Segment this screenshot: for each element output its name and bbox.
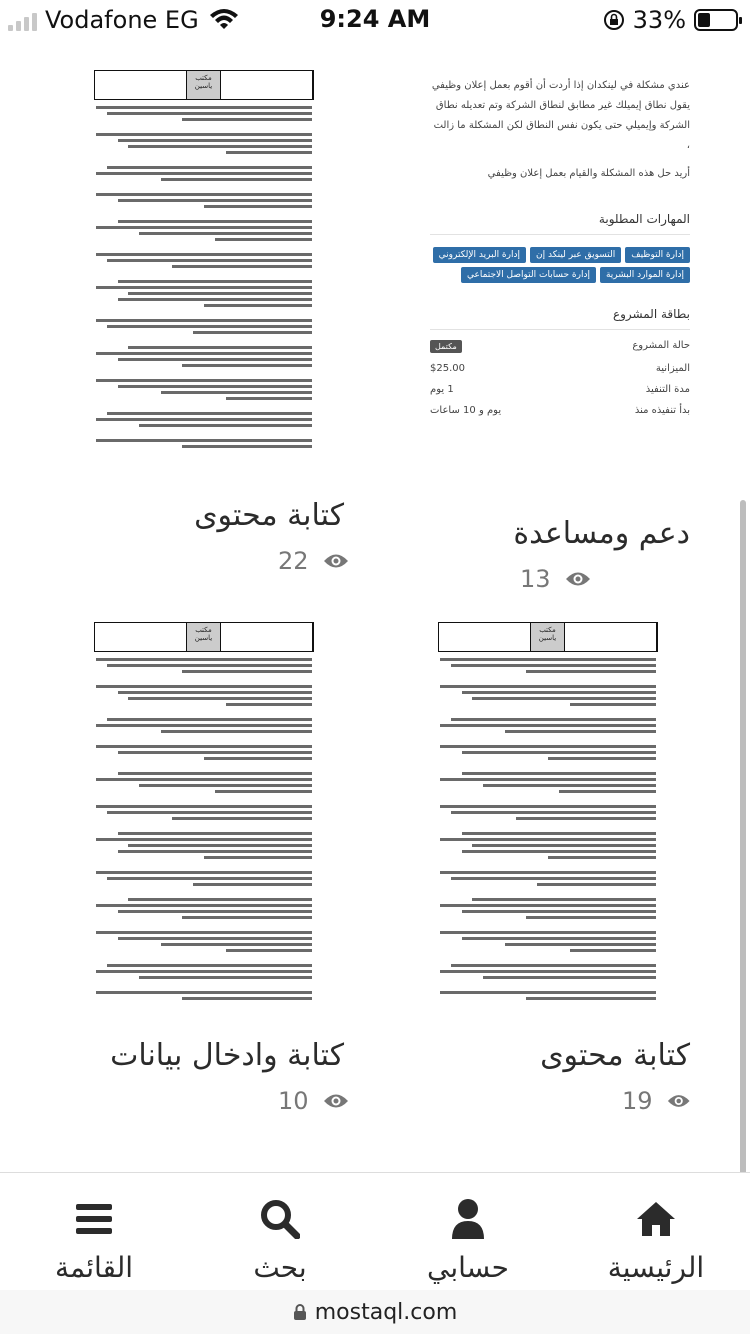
doc-text-line (462, 850, 656, 853)
doc-spacer (96, 184, 312, 190)
service-card[interactable] (390, 622, 690, 1115)
doc-text-line (118, 139, 312, 142)
menu-icon (14, 1197, 174, 1241)
eye-icon (323, 1092, 349, 1110)
doc-text-line (440, 778, 656, 781)
doc-text-line (505, 943, 656, 946)
doc-text (94, 658, 314, 1000)
doc-text-line (193, 331, 312, 334)
doc-spacer (96, 337, 312, 343)
doc-text-line (128, 145, 312, 148)
doc-text-line (462, 832, 656, 835)
doc-text-line (182, 997, 312, 1000)
doc-text-line (107, 259, 312, 262)
doc-spacer (96, 403, 312, 409)
service-card[interactable] (50, 70, 350, 575)
battery-info (603, 6, 738, 34)
doc-text-line (96, 658, 312, 661)
doc-text-line (462, 691, 656, 694)
doc-spacer (96, 955, 312, 961)
nav-account[interactable] (388, 1197, 548, 1284)
views-count: 22 (278, 547, 309, 575)
doc-text-line (462, 937, 656, 940)
doc-spacer (440, 922, 656, 928)
service-thumbnail[interactable] (430, 76, 690, 496)
carrier-name: Vodafone EG (45, 6, 199, 34)
doc-spacer (96, 271, 312, 277)
doc-text-line (118, 751, 312, 754)
doc-text-line (118, 358, 312, 361)
doc-text-line (526, 670, 656, 673)
doc-spacer (96, 124, 312, 130)
doc-text-line (204, 205, 312, 208)
doc-table (438, 622, 658, 652)
doc-spacer (440, 862, 656, 868)
doc-header: مكتب ياسين (187, 71, 221, 99)
service-title[interactable]: كتابة محتوى (194, 498, 344, 533)
doc-text-line (440, 745, 656, 748)
battery-icon (694, 9, 738, 31)
row-value: 1 يوم (430, 384, 454, 395)
doc-text-line (483, 976, 656, 979)
doc-text-line (451, 664, 656, 667)
service-thumbnail[interactable] (94, 70, 314, 470)
doc-text-line (96, 352, 312, 355)
doc-text-line (107, 412, 312, 415)
doc-text-line (462, 751, 656, 754)
row-label: حالة المشروع (632, 340, 690, 351)
nav-home-label: الرئيسية (607, 1251, 705, 1284)
skill-tag: إدارة التوظيف (625, 247, 690, 263)
project-row (430, 384, 690, 395)
doc-text-line (161, 391, 312, 394)
service-card[interactable] (400, 50, 700, 593)
doc-text-line (440, 805, 656, 808)
doc-text-line (107, 112, 312, 115)
doc-text-line (516, 817, 656, 820)
doc-text-line (537, 883, 656, 886)
doc-text-line (107, 964, 312, 967)
row-value: $25.00 (430, 363, 465, 374)
row-value: يوم و 10 ساعات (430, 405, 502, 416)
doc-spacer (96, 736, 312, 742)
doc-text-line (182, 445, 312, 448)
views-count: 13 (520, 565, 551, 593)
doc-spacer (96, 922, 312, 928)
doc-text-line (440, 685, 656, 688)
doc-text-line (96, 970, 312, 973)
project-card-heading: بطاقة المشروع (430, 307, 690, 330)
doc-spacer (96, 862, 312, 868)
doc-text-line (440, 871, 656, 874)
doc-text-line (226, 151, 312, 154)
doc-text-line (139, 976, 312, 979)
service-card[interactable] (50, 622, 350, 1115)
doc-text-line (96, 838, 312, 841)
home-icon (576, 1197, 736, 1241)
doc-text-line (161, 943, 312, 946)
views-counter (622, 1087, 690, 1115)
doc-spacer (96, 157, 312, 163)
service-title[interactable]: كتابة وادخال بيانات (110, 1038, 344, 1073)
doc-text-line (559, 790, 656, 793)
doc-text-line (96, 286, 312, 289)
thumb-paragraph: أريد حل هذه المشكلة والقيام بعمل إعلان وظيفي (487, 168, 690, 179)
doc-text-line (204, 304, 312, 307)
doc-spacer (96, 676, 312, 682)
doc-text-line (107, 325, 312, 328)
doc-text-line (128, 697, 312, 700)
doc-text-line (96, 685, 312, 688)
views-counter (278, 1087, 350, 1115)
doc-text-line (182, 916, 312, 919)
eye-icon (667, 1092, 690, 1110)
doc-text-line (204, 856, 312, 859)
doc-text-line (226, 949, 312, 952)
row-label: الميزانية (655, 363, 690, 374)
status-badge: مكتمل (430, 340, 462, 353)
doc-text-line (96, 931, 312, 934)
skill-tag: إدارة البريد الإلكتروني (433, 247, 526, 263)
user-icon (388, 1197, 548, 1241)
skills-heading: المهارات المطلوبة (430, 212, 690, 235)
project-row (430, 363, 690, 374)
doc-text-line (193, 883, 312, 886)
doc-text-line (548, 856, 656, 859)
doc-text-line (118, 832, 312, 835)
doc-text-line (96, 871, 312, 874)
doc-text-line (128, 346, 312, 349)
doc-spacer (96, 796, 312, 802)
doc-text-line (451, 877, 656, 880)
thumb-paragraph: عندي مشكلة في لينكدان إذا أردت أن أقوم بعمل إعلان وظيفي يقول نطاق إيميلك غير مطابق لنطاق الشركة وتم تعديله نطاق الشركة وإيميلي حتى يكون نفس النطاق لكن المشكلة ما زالت ، (431, 80, 690, 151)
doc-text-line (139, 784, 312, 787)
nav-home[interactable] (576, 1197, 736, 1284)
doc-text-line (107, 877, 312, 880)
doc-text-line (440, 838, 656, 841)
doc-text-line (570, 949, 656, 952)
eye-icon (565, 570, 591, 588)
doc-spacer (96, 709, 312, 715)
doc-text-line (526, 916, 656, 919)
search-icon (200, 1197, 360, 1241)
doc-text-line (96, 379, 312, 382)
doc-text-line (451, 811, 656, 814)
doc-text-line (182, 118, 312, 121)
row-label: بدأ تنفيذه منذ (634, 405, 690, 416)
doc-text-line (96, 193, 312, 196)
doc-text-line (96, 745, 312, 748)
doc-text-line (548, 757, 656, 760)
doc-text-line (118, 910, 312, 913)
doc-text-line (472, 844, 656, 847)
doc-text-line (96, 106, 312, 109)
doc-text-line (462, 910, 656, 913)
doc-header: مكتب ياسين (531, 623, 565, 651)
service-title[interactable]: دعم ومساعدة (513, 516, 690, 551)
doc-spacer (440, 955, 656, 961)
clock: 9:24 AM (319, 5, 431, 33)
doc-text-line (226, 397, 312, 400)
row-label: مدة التنفيذ (645, 384, 690, 395)
doc-spacer (440, 676, 656, 682)
doc-text-line (440, 931, 656, 934)
doc-text-line (204, 757, 312, 760)
rotation-lock-icon (603, 9, 625, 31)
skills-list (430, 247, 690, 283)
doc-spacer (96, 244, 312, 250)
nav-search-label: بحث (253, 1251, 307, 1284)
doc-text-line (161, 730, 312, 733)
doc-spacer (440, 763, 656, 769)
views-counter (520, 565, 700, 593)
doc-text-line (96, 226, 312, 229)
doc-text-line (440, 991, 656, 994)
doc-text (438, 658, 658, 1000)
doc-text-line (107, 166, 312, 169)
skill-tag: التسويق عبر لينكد إن (530, 247, 621, 263)
doc-spacer (96, 310, 312, 316)
eye-icon (323, 552, 349, 570)
doc-text-line (570, 703, 656, 706)
doc-text-line (215, 238, 312, 241)
doc-spacer (440, 889, 656, 895)
doc-text-line (128, 898, 312, 901)
doc-text-line (128, 844, 312, 847)
doc-text-line (118, 937, 312, 940)
doc-text-line (139, 232, 312, 235)
service-thumbnail[interactable] (94, 622, 314, 1022)
doc-table (94, 622, 314, 652)
doc-spacer (440, 736, 656, 742)
doc-text-line (182, 364, 312, 367)
doc-text-line (96, 253, 312, 256)
views-count: 19 (622, 1087, 653, 1115)
doc-spacer (96, 823, 312, 829)
doc-text-line (107, 664, 312, 667)
doc-spacer (96, 889, 312, 895)
doc-spacer (96, 370, 312, 376)
doc-text-line (440, 658, 656, 661)
doc-text-line (462, 772, 656, 775)
doc-text-line (118, 772, 312, 775)
status-bar (0, 0, 750, 40)
nav-menu-label: القائمة (55, 1251, 133, 1284)
doc-text-line (172, 817, 312, 820)
scroll-indicator[interactable] (740, 500, 746, 1250)
views-counter (278, 547, 350, 575)
doc-text-line (118, 298, 312, 301)
doc-text-line (440, 970, 656, 973)
lock-icon (293, 1303, 307, 1321)
doc-text-line (118, 199, 312, 202)
doc-text-line (472, 697, 656, 700)
battery-level (698, 13, 710, 27)
doc-text-line (451, 718, 656, 721)
doc-text-line (440, 904, 656, 907)
doc-text-line (118, 691, 312, 694)
nav-menu[interactable] (14, 1197, 174, 1284)
views-count: 10 (278, 1087, 309, 1115)
doc-text-line (96, 805, 312, 808)
doc-text-line (451, 964, 656, 967)
doc-text-line (472, 898, 656, 901)
doc-text-line (96, 904, 312, 907)
nav-search[interactable] (200, 1197, 360, 1284)
doc-text-line (96, 133, 312, 136)
doc-text-line (96, 991, 312, 994)
doc-text-line (172, 265, 312, 268)
doc-text-line (118, 850, 312, 853)
doc-text-line (526, 997, 656, 1000)
doc-spacer (440, 823, 656, 829)
service-thumbnail[interactable] (438, 622, 658, 1022)
doc-text-line (107, 811, 312, 814)
doc-text-line (96, 418, 312, 421)
doc-text-line (96, 319, 312, 322)
doc-spacer (96, 763, 312, 769)
doc-text-line (139, 424, 312, 427)
service-title[interactable]: كتابة محتوى (540, 1038, 690, 1073)
doc-text-line (505, 730, 656, 733)
doc-text-line (118, 220, 312, 223)
doc-spacer (96, 982, 312, 988)
doc-text-line (215, 790, 312, 793)
doc-text-line (182, 670, 312, 673)
project-row (430, 405, 690, 416)
doc-text-line (96, 439, 312, 442)
doc-table (94, 70, 314, 100)
bottom-nav (0, 1172, 750, 1290)
doc-text-line (226, 703, 312, 706)
battery-percent: 33% (632, 6, 686, 34)
doc-spacer (96, 430, 312, 436)
doc-text-line (118, 280, 312, 283)
doc-text (94, 106, 314, 448)
doc-text-line (440, 724, 656, 727)
doc-spacer (440, 709, 656, 715)
doc-text-line (96, 724, 312, 727)
url-bar[interactable] (0, 1290, 750, 1334)
doc-text-line (128, 292, 312, 295)
skill-tag: إدارة الموارد البشرية (600, 267, 690, 283)
doc-text-line (107, 718, 312, 721)
url-text: mostaql.com (314, 1299, 458, 1325)
doc-spacer (440, 796, 656, 802)
skill-tag: إدارة حسابات التواصل الاجتماعي (461, 267, 596, 283)
doc-spacer (440, 982, 656, 988)
doc-text-line (161, 178, 312, 181)
doc-text-line (483, 784, 656, 787)
doc-text-line (96, 778, 312, 781)
doc-header: مكتب ياسين (187, 623, 221, 651)
nav-account-label: حسابي (427, 1251, 509, 1284)
doc-text-line (118, 385, 312, 388)
doc-text-line (96, 172, 312, 175)
project-row (430, 340, 690, 353)
doc-spacer (96, 211, 312, 217)
